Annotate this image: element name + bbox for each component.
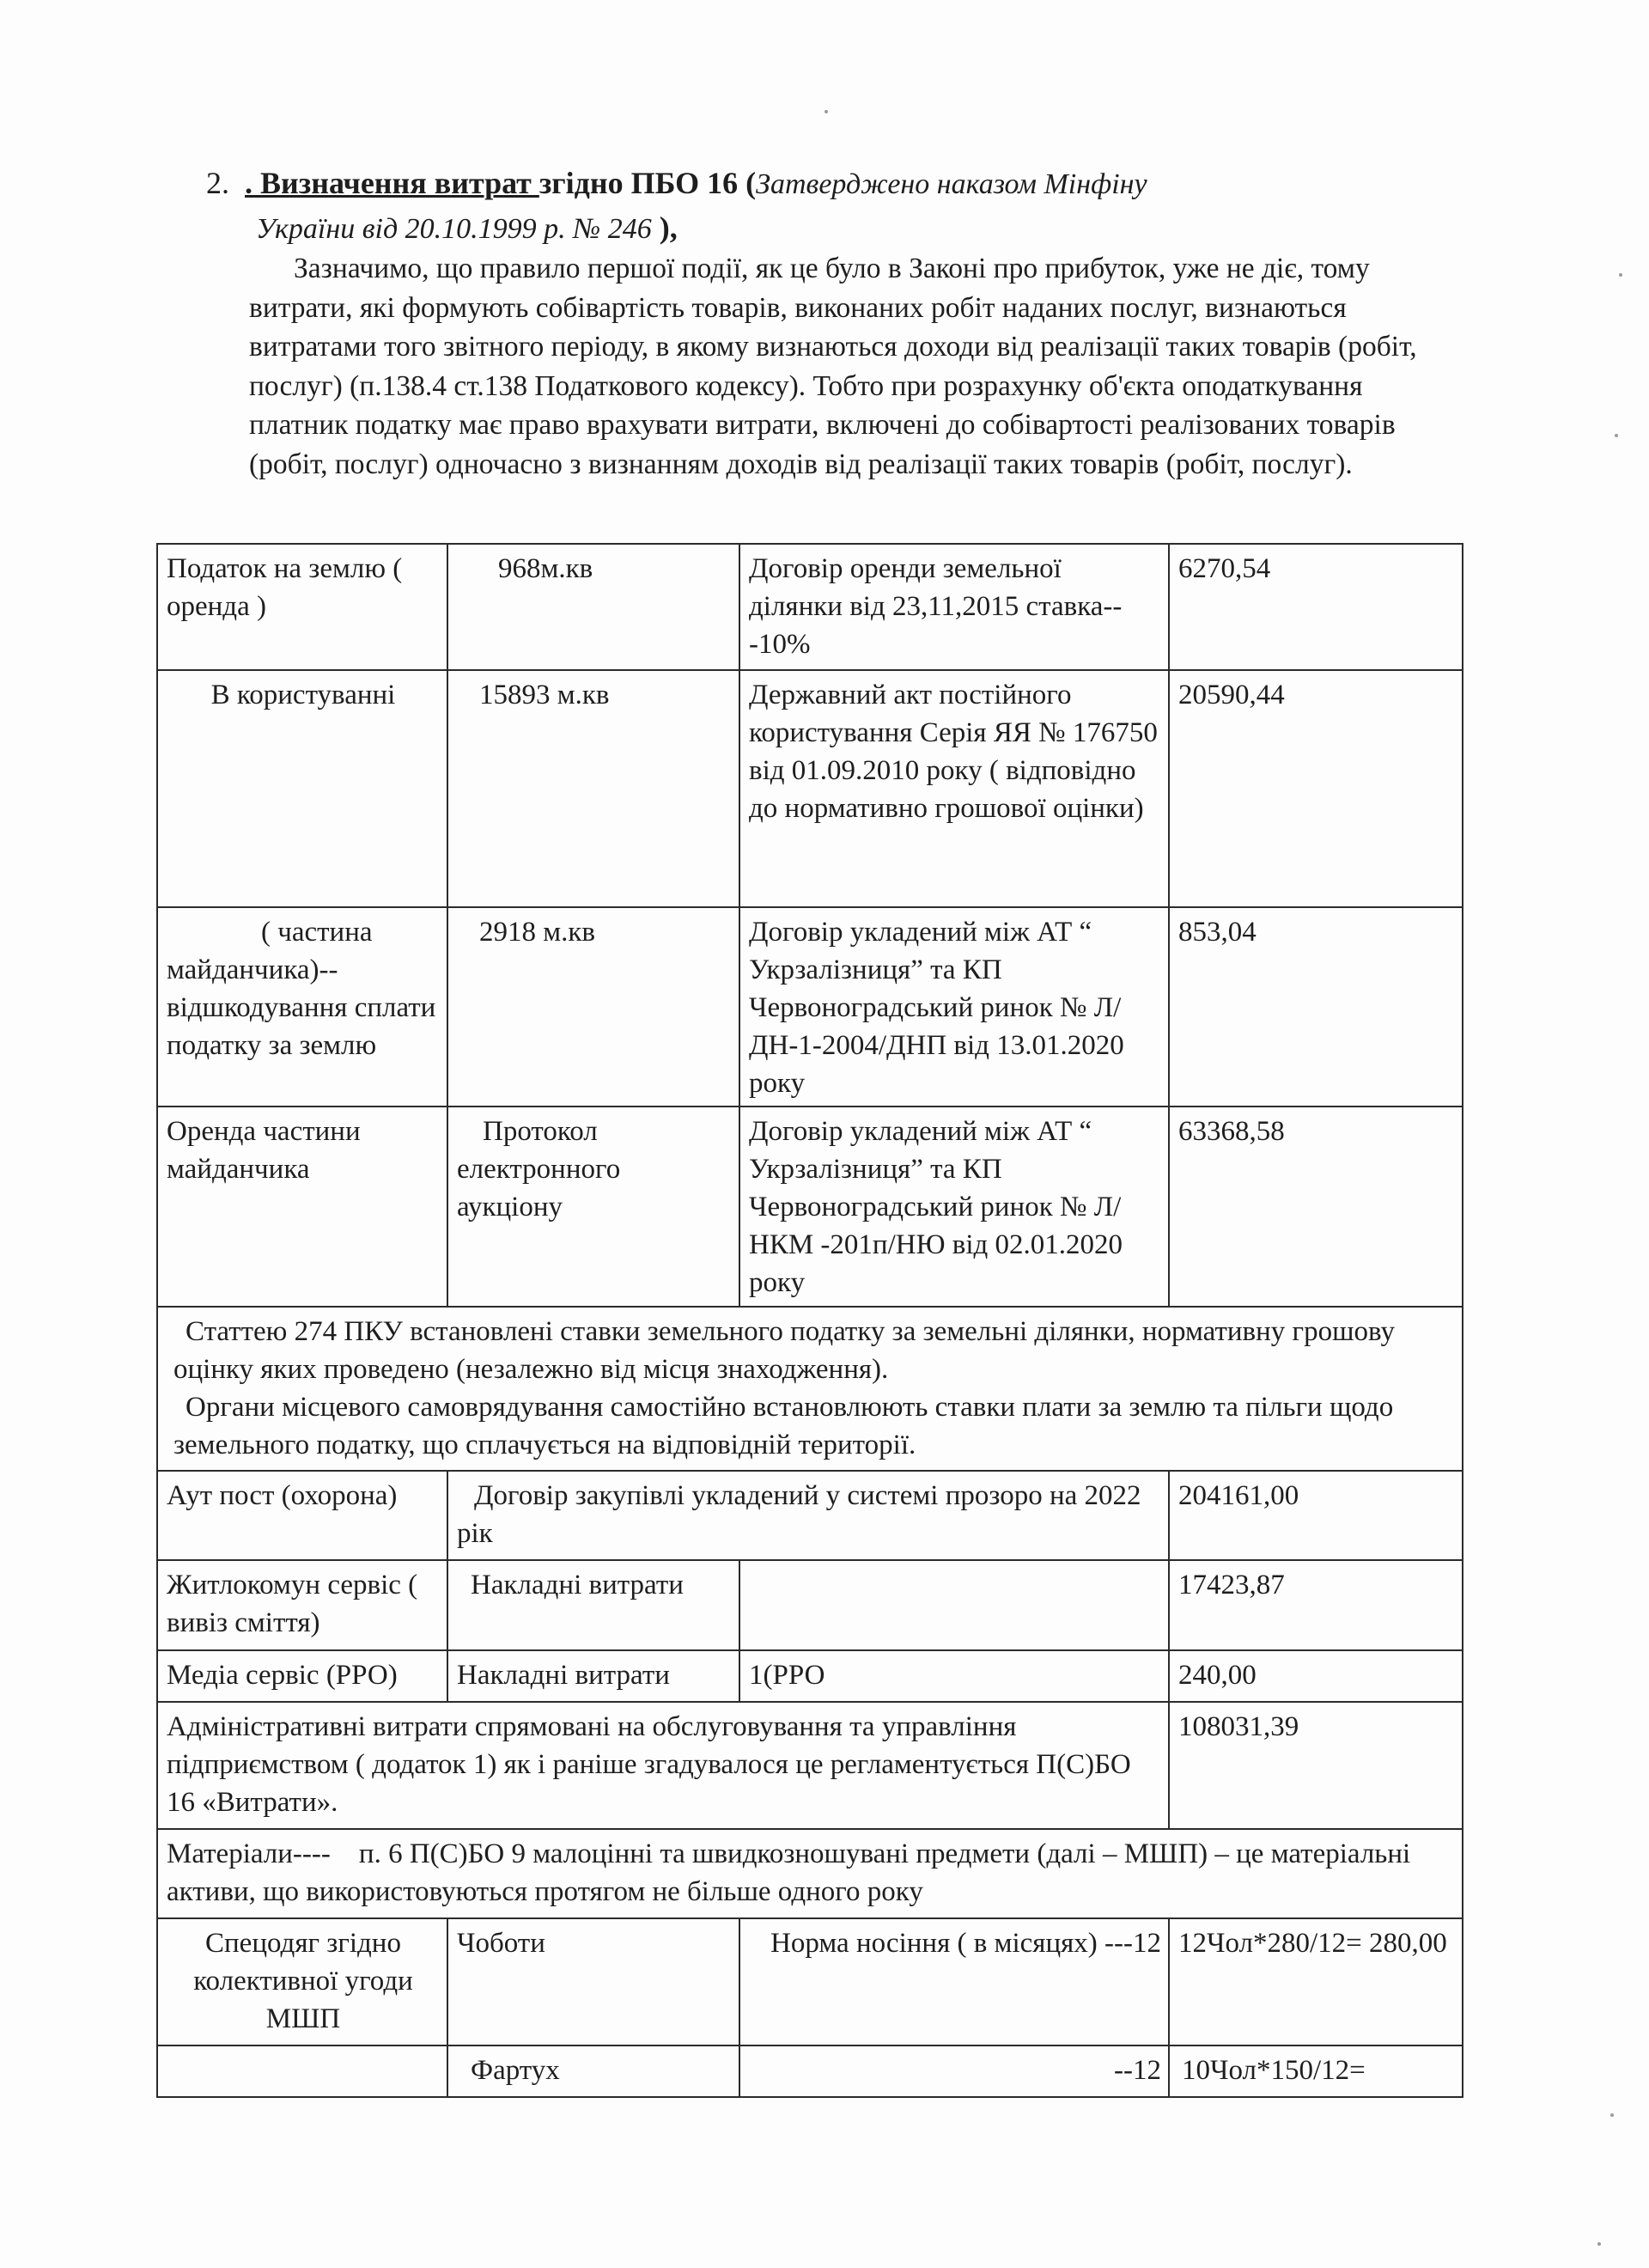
table-row-site-part (157, 907, 1463, 1107)
cell-basis: Договір закупівлі укладений у системі прозоро на 2022 рік (447, 1471, 1169, 1560)
cell-name: Спецодяг згідно колективної угоди МШП (157, 1918, 447, 2045)
expenses-table (156, 543, 1463, 2098)
scan-speck (1597, 2242, 1601, 2246)
section-number: 2. (206, 166, 229, 200)
cell-amount: 20590,44 (1169, 670, 1463, 907)
heading-closing: ), (651, 210, 678, 245)
table-row-admin (157, 1702, 1463, 1829)
table-row-materials (157, 1829, 1463, 1918)
table-row-media (157, 1650, 1463, 1702)
scan-speck (1610, 2113, 1614, 2117)
cell-basis: Накладні витрати (447, 1560, 739, 1650)
intro-paragraph: Зазначимо, що правило першої події, як це було в Законі про прибуток, уже не діє, тому витрати, які формують собівартість товарів, виконаних робіт наданих послуг, визнаються витратами того звітного періоду, в якому визнаються доходи від реалізації таких товарів (робіт, послуг) (п.138.4 ст.138 Податкового кодексу). Тобто при розрахунку об'єкта оподаткування платник податку має право врахувати витрати, включені до собівартості реалізованих товарів (робіт, послуг) одночасно з визнанням доходів від реалізації таких товарів (робіт, послуг). (249, 253, 1417, 480)
cell-item: Фартух (447, 2045, 739, 2097)
cell-name: ( частина майданчика)-- відшкодування сплати податку за землю (157, 907, 447, 1107)
cell-name: Житлокомун сервіс ( вивіз сміття) (157, 1560, 447, 1650)
materials-text: п. 6 П(С)БО 9 малоцінні та швидкозношувані предмети (далі – МШП) – це матеріальні активи, що використовуються протягом не більше одного року (167, 1838, 1411, 1907)
note-line-2: Органи місцевого самоврядування самостійно встановлюють ставки плати за землю та пільги щодо земельного податку, що сплачується на відповідній території. (173, 1392, 1394, 1460)
cell-area: 15893 м.кв (447, 670, 739, 907)
cell-admin-text: Адміністративні витрати спрямовані на обслуговування та управління підприємством ( додаток 1) як і раніше згадувалося це регламентується П(С)БО 16 «Витрати». (157, 1702, 1169, 1829)
cell-basis: Договір укладений між АТ “ Укрзалізниця” та КП Червоноградський ринок № Л/ДН-1-2004/ДНП від 13.01.2020 року (739, 907, 1169, 1107)
section-standard: згідно ПБО 16 ( (539, 166, 757, 200)
cell-basis: Договір укладений між АТ “ Укрзалізниця” та КП Червоноградський ринок № Л/НКМ -201п/НЮ від 02.01.2020 року (739, 1107, 1169, 1307)
cell-area: 968м.кв (447, 544, 739, 670)
materials-label: Матеріали---- (167, 1838, 331, 1869)
cell-name: В користуванні (157, 670, 447, 907)
approval-reference-line2: України від 20.10.1999 р. № 246 (256, 213, 652, 245)
note-line-1: Статтею 274 ПКУ встановлені ставки земельного податку за земельні ділянки, нормативну грошову оцінку яких проведено (незалежно від місця знаходження). (173, 1316, 1395, 1385)
table-row-workwear-apron (157, 2045, 1463, 2097)
table-row-land-lease (157, 544, 1463, 670)
cell-amount: 108031,39 (1169, 1702, 1463, 1829)
cell-name: Податок на землю ( оренда ) (157, 544, 447, 670)
cell-basis: Договір оренди земельної ділянки від 23,11,2015 ставка---10% (739, 544, 1169, 670)
cell-item: Чоботи (447, 1918, 739, 2045)
approval-reference-line1: Затверджено наказом Мінфіну (756, 168, 1147, 200)
cell-name: Аут пост (охорона) (157, 1471, 447, 1560)
cell-norm: --12 (739, 2045, 1169, 2097)
cell-amount: 63368,58 (1169, 1107, 1463, 1307)
table-row-workwear-boots (157, 1918, 1463, 2045)
cell-extra (739, 1560, 1169, 1650)
cell-name (157, 2045, 447, 2097)
scan-speck (1615, 434, 1618, 437)
cell-note (157, 1307, 1463, 1471)
cell-amount: 6270,54 (1169, 544, 1463, 670)
cell-name: Медіа сервіс (РРО) (157, 1650, 447, 1702)
cell-basis: Державний акт постійного користування Серія ЯЯ № 176750 від 01.09.2010 року ( відповідно до нормативно грошової оцінки) (739, 670, 1169, 907)
table-row-waste (157, 1560, 1463, 1650)
cell-amount: 240,00 (1169, 1650, 1463, 1702)
cell-extra: 1(РРО (739, 1650, 1169, 1702)
section-title: . Визначення витрат (245, 166, 539, 200)
cell-area: Протокол електронного аукціону (447, 1107, 739, 1307)
scan-speck (1619, 273, 1622, 277)
scan-speck (824, 110, 828, 113)
cell-calc: 12Чол*280/12= 280,00 (1169, 1918, 1463, 2045)
section-heading (206, 162, 1460, 251)
cell-basis: Накладні витрати (447, 1650, 739, 1702)
table-row-land-use (157, 670, 1463, 907)
cell-amount: 204161,00 (1169, 1471, 1463, 1560)
cell-amount: 853,04 (1169, 907, 1463, 1107)
cell-area: 2918 м.кв (447, 907, 739, 1107)
table-row-site-rent (157, 1107, 1463, 1307)
cell-name: Оренда частини майданчика (157, 1107, 447, 1307)
table-row-land-tax-note (157, 1307, 1463, 1471)
cell-amount: 17423,87 (1169, 1560, 1463, 1650)
cell-materials (157, 1829, 1463, 1918)
table-row-security (157, 1471, 1463, 1560)
cell-norm: Норма носіння ( в місяцях) ---12 (739, 1918, 1169, 2045)
cell-calc: 10Чол*150/12= (1169, 2045, 1463, 2097)
